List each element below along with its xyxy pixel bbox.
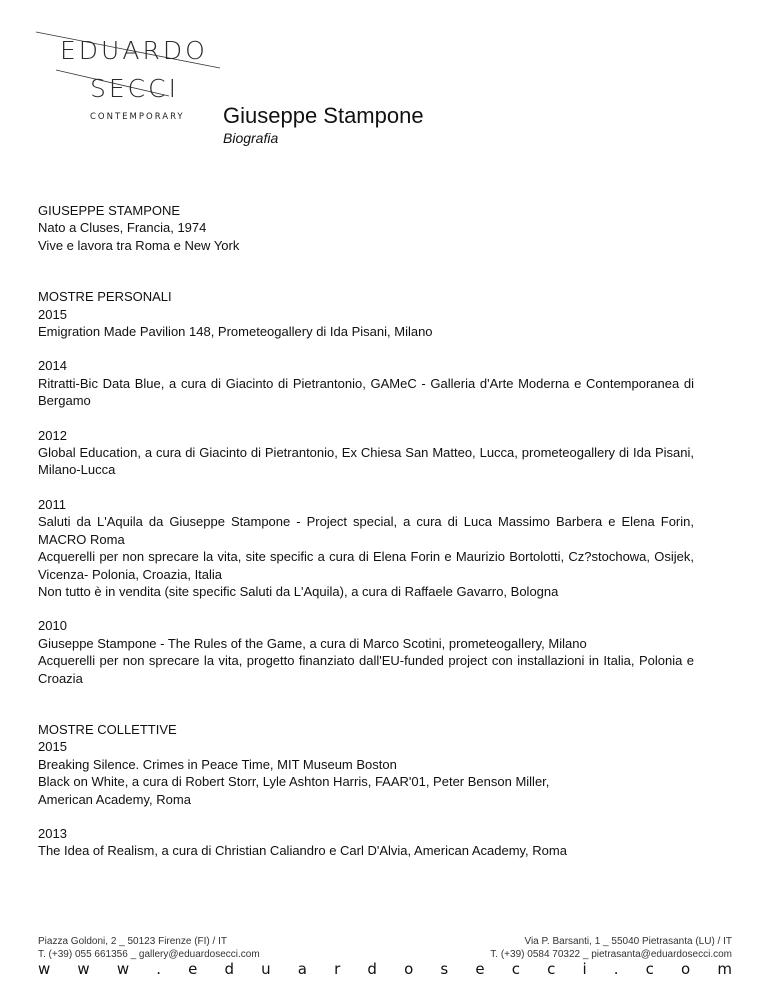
footer-address-line: Piazza Goldoni, 2 _ 50123 Firenze (FI) / IT [38,936,227,947]
entry-year: 2013 [38,825,67,841]
entry-line: Non tutto è in vendita (site specific Saluti da L'Aquila), a cura di Raffaele Gavarro, Bologna [38,583,559,599]
logo-line-3: CONTEMPORARY [90,112,185,122]
exhibition-entry [38,306,694,341]
entry-line: Acquerelli per non sprecare la vita, site specific a cura di Elena Forin e Maurizio Bortolotti, Cz?stochowa, Osijek, Vicenza- Polonia, Croazia, Italia [38,549,694,582]
entry-year: 2014 [38,358,67,374]
website-letter: w [116,960,130,978]
entry-line: Global Education, a cura di Giacinto di Pietrantonio, Ex Chiesa San Matteo, Lucca, prometeogallery di Ida Pisani, Milano-Lucca [38,445,694,478]
website-letter: d [224,960,235,978]
entry-year: 2015 [38,739,67,755]
section-heading-personali: MOSTRE PERSONALI [38,289,172,305]
website-letter: e [188,960,198,978]
website-letter: o [681,960,691,978]
logo-line-1: EDUARDO [60,36,208,65]
document-title: Giuseppe Stampone [223,103,424,128]
document-body [38,202,694,877]
website-letter: c [547,960,556,978]
gallery-logo [34,30,224,130]
entry-line: Emigration Made Pavilion 148, Prometeogallery di Ida Pisani, Milano [38,324,433,340]
entry-line: Ritratti-Bic Data Blue, a cura di Giacinto di Pietrantonio, GAMeC - Galleria d'Arte Moderna e Contemporanea di Bergamo [38,375,694,409]
website-letter: w [77,960,90,978]
exhibition-entry [38,357,694,409]
entry-year: 2010 [38,618,67,634]
website-letter: . [156,960,161,978]
document-subtitle: Biografia [223,130,279,146]
section-heading-collettive: MOSTRE COLLETTIVE [38,721,177,737]
entry-line: Saluti da L'Aquila da Giuseppe Stampone - Project special, a cura di Luca Massimo Barbera e Elena Forin, MACRO Roma [38,514,694,547]
footer-address-pietrasanta [490,936,732,961]
exhibition-entry [38,496,694,600]
artist-name: GIUSEPPE STAMPONE [38,203,181,218]
entry-line: Black on White, a cura di Robert Storr, Lyle Ashton Harris, FAAR'01, Peter Benson Miller, [38,774,550,790]
footer-website [38,960,732,978]
website-letter: . [613,960,619,978]
logo-line-2: SECCI [90,74,179,103]
footer-address-firenze [38,936,260,961]
exhibition-entry [38,427,694,479]
entry-line: Acquerelli per non sprecare la vita, progetto finanziato dall'EU-funded project con installazioni in Italia, Polonia e Croazia [38,653,694,686]
footer-contact-line: T. (+39) 055 661356 _ gallery@eduardosecci.com [38,948,260,960]
entry-year: 2012 [38,427,67,443]
website-letter: i [582,960,587,978]
website-letter: c [511,960,520,978]
exhibition-entry [38,617,694,687]
entry-line: Giuseppe Stampone - The Rules of the Game, a cura di Marco Scotini, prometeogallery, Milano [38,635,587,651]
residence-info: Vive e lavora tra Roma e New York [38,237,240,253]
website-letter: c [645,960,654,978]
website-letter: e [475,960,485,978]
website-letter: s [440,960,449,978]
entry-year: 2011 [38,496,66,512]
entry-year: 2015 [38,306,67,322]
footer-contact-line: T. (+39) 0584 70322 _ pietrasanta@eduardosecci.com [490,948,732,960]
website-letter: o [404,960,414,978]
website-letter: r [334,960,341,978]
website-letter: m [717,960,732,978]
entry-line: Breaking Silence. Crimes in Peace Time, MIT Museum Boston [38,756,397,772]
exhibition-entry [38,738,694,808]
website-letter: u [261,960,271,978]
birth-info: Nato a Cluses, Francia, 1974 [38,220,207,236]
artist-info [38,219,694,254]
entry-line: The Idea of Realism, a cura di Christian Caliandro e Carl D'Alvia, American Academy, Roma [38,843,567,859]
website-letter: a [297,960,307,978]
website-letter: w [38,960,51,978]
exhibition-entry [38,825,694,860]
footer-address-line: Via P. Barsanti, 1 _ 55040 Pietrasanta (LU) / IT [524,936,732,947]
website-letter: d [367,960,377,978]
entry-line: American Academy, Roma [38,791,191,807]
